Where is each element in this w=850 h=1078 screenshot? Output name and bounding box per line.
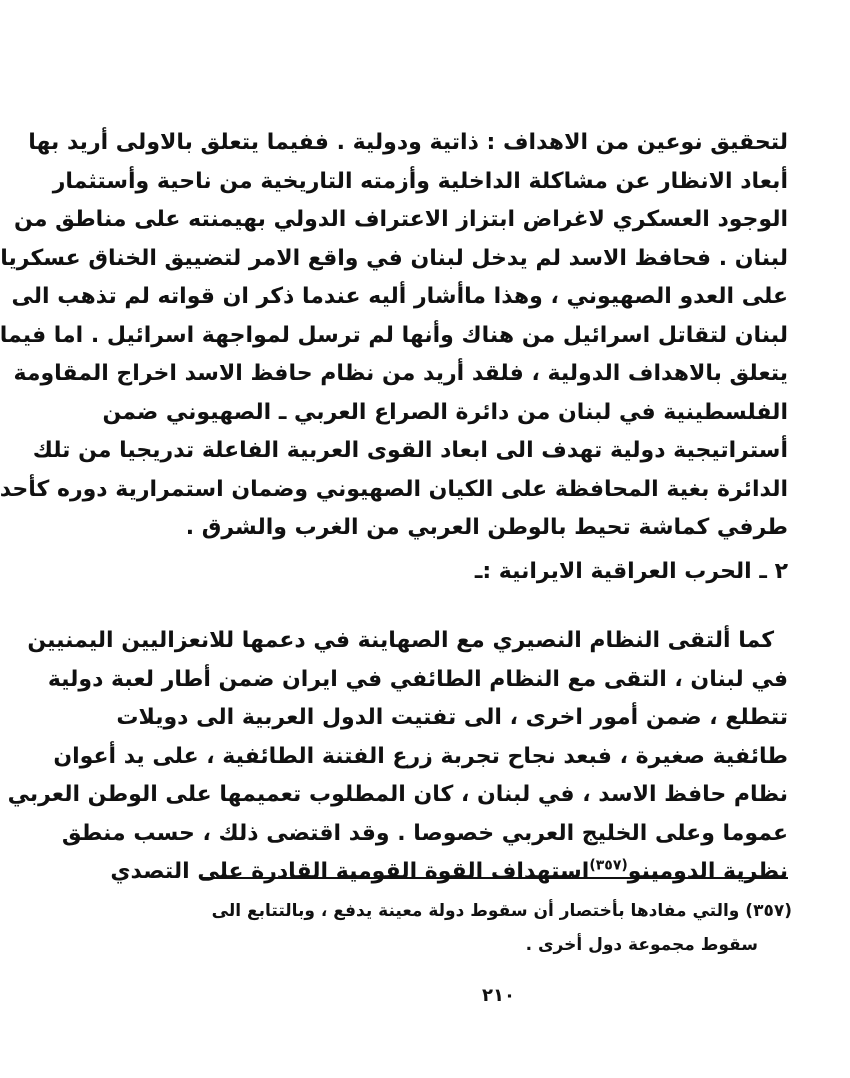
text-line: أبعاد الانظار عن مشاكلة الداخلية وأزمته التاريخية من ناحية وأستثمار (52, 168, 788, 194)
footnote-line: (٣٥٧) والتي مفادها بأختصار أن سقوط دولة معينة يدفع ، وبالتتابع الى (211, 901, 792, 921)
footnote-separator (200, 877, 788, 879)
text-line-start: نظرية الدومينو (627, 859, 788, 884)
text-line: على العدو الصهيوني ، وهذا ماأشار أليه عندما ذكر ان قواته لم تذهب الى (11, 284, 788, 309)
text-line: عموما وعلى الخليج العربي خصوصا . وقد اقتضى ذلك ، حسب منطق (61, 820, 788, 846)
text-line-end: استهداف القوة القومية القادرة على التصدي (110, 859, 590, 884)
text-line: تتطلع ، ضمن أمور اخرى ، الى تفتيت الدول العربية الى دويلات (116, 705, 788, 730)
text-line: في لبنان ، التقى مع النظام الطائفي في ايران ضمن أطار لعبة دولية (47, 666, 788, 692)
text-line: أستراتيجية دولية تهدف الى ابعاد القوى العربية الفاعلة تدريجيا من تلك (32, 438, 788, 463)
text-line: لتحقيق نوعين من الاهداف : ذاتية ودولية . ففيما يتعلق بالاولى أريد بها (28, 130, 788, 155)
text-line (27, 622, 788, 661)
text-line: طائفية صغيرة ، فبعد نجاح تجربة زرع الفتنة الطائفية ، على يد أعوان (53, 743, 788, 769)
text-line: لبنان . فحافظ الاسد لم يدخل لبنان في واقع الامر لتضييق الخناق عسكريا (0, 245, 788, 271)
footnote (211, 894, 792, 962)
body-paragraph-1 (0, 124, 788, 548)
footnote-line: سقوط مجموعة دول أخرى . (525, 935, 758, 955)
text-line: الدائرة بغية المحافظة على الكيان الصهيوني وضمان استمرارية دوره كأحد (0, 476, 788, 502)
text-line: الفلسطينية في لبنان من دائرة الصراع العربي ـ الصهيوني ضمن (102, 399, 788, 425)
text-line: طرفي كماشة تحيط بالوطن العربي من الغرب والشرق . (185, 515, 788, 540)
text-line: لبنان لتقاتل اسرائيل من هناك وأنها لم ترسل لمواجهة اسرائيل . اما فيما (0, 322, 788, 348)
footnote-reference[interactable]: (٣٥٧) (589, 857, 628, 874)
page-number: ٢١٠ (482, 985, 515, 1006)
section-heading: ٢ ـ الحرب العراقية الايرانية :ـ (474, 559, 788, 584)
text-line (110, 853, 788, 892)
text-line-content: كما ألتقى النظام النصيري مع الصهاينة في دعمها للانعزاليين اليمنيين (27, 628, 774, 653)
body-paragraph-2 (7, 622, 788, 892)
text-line: نظام حافظ الاسد ، في لبنان ، كان المطلوب تعميمها على الوطن العربي (7, 782, 788, 807)
text-line: الوجود العسكري لاغراض ابتزاز الاعتراف الدولي بهيمنته على مناطق من (14, 207, 788, 232)
text-line: يتعلق بالاهداف الدولية ، فلقد أريد من نظام حافظ الاسد اخراج المقاومة (13, 361, 788, 386)
